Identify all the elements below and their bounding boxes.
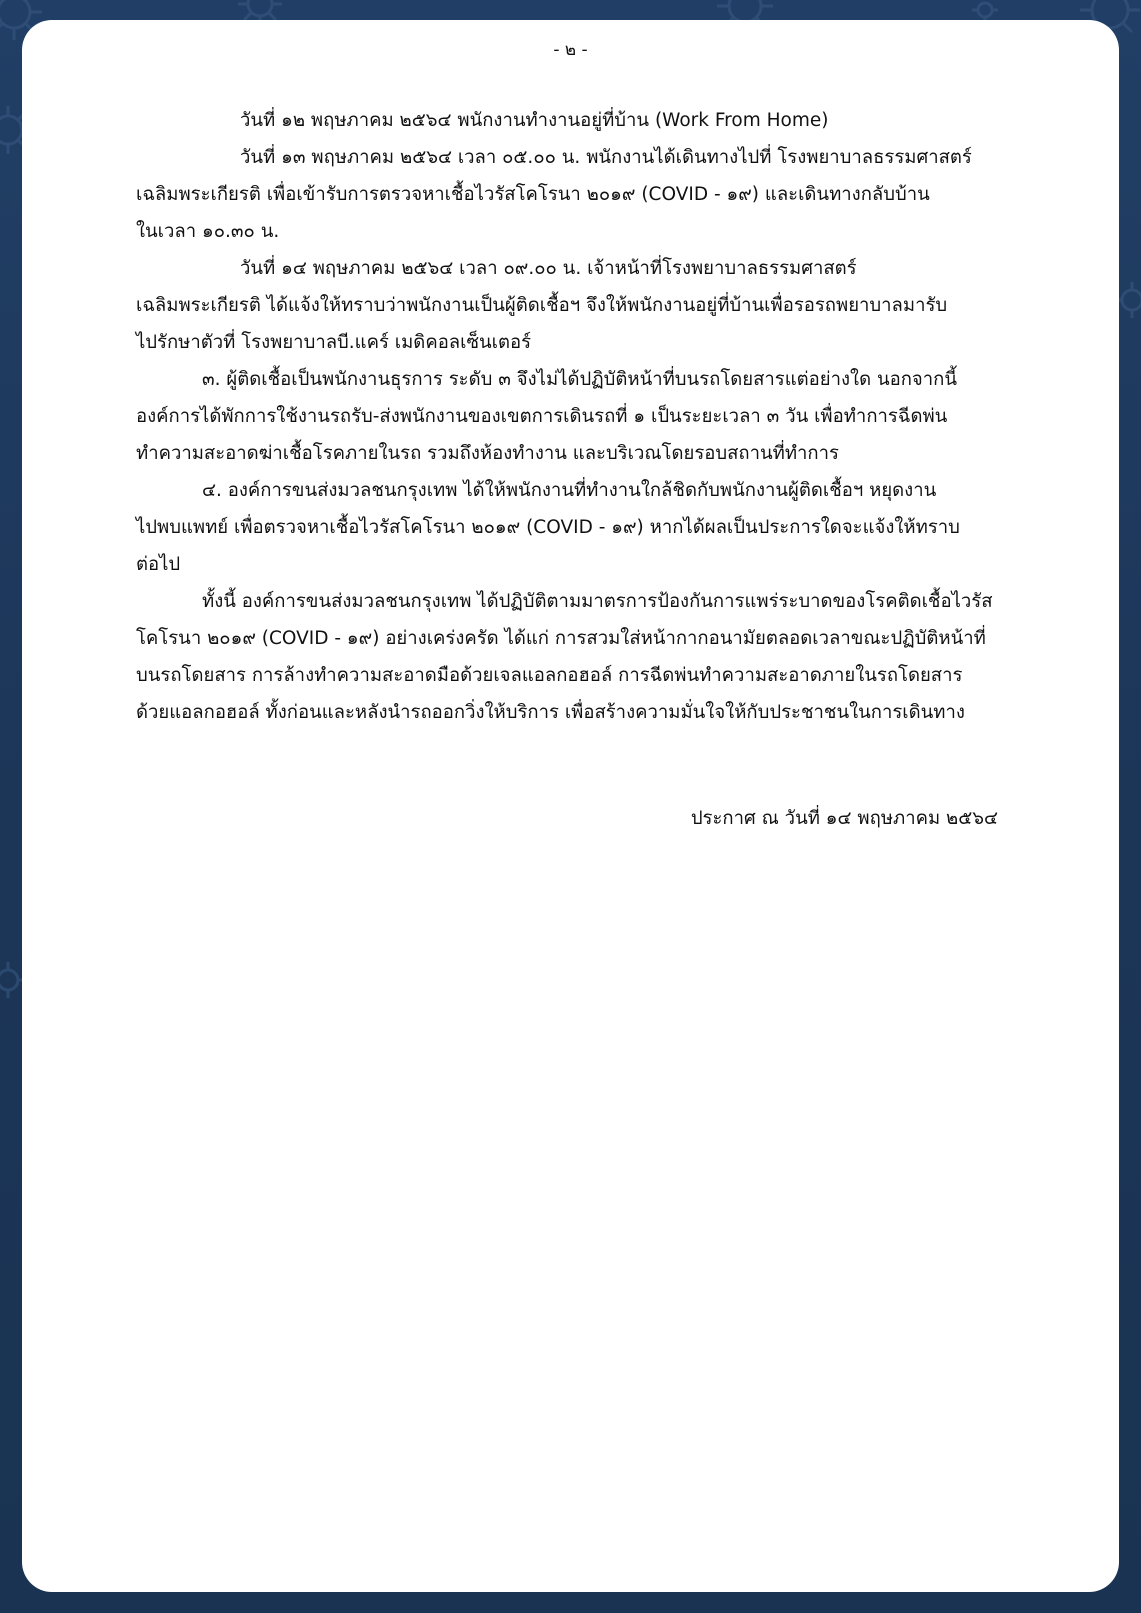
text-line: ไปรักษาตัวที่ โรงพยาบาลบี.แคร์ เมดิคอลเซ็นเตอร์ <box>136 332 532 353</box>
text-line: ต่อไป <box>136 554 181 575</box>
text-line: ทำความสะอาดฆ่าเชื้อโรคภายในรถ รวมถึงห้องทำงาน และบริเวณโดยรอบสถานที่ทำการ <box>136 443 839 464</box>
paragraph-item-4 <box>136 472 998 583</box>
text-line: วันที่ ๑๔ พฤษภาคม ๒๕๖๔ เวลา ๐๙.๐๐ น. เจ้าหน้าที่โรงพยาบาลธรรมศาสตร์ <box>240 258 857 279</box>
paragraph-item-3 <box>136 361 998 472</box>
text-line: ไปพบแพทย์ เพื่อตรวจหาเชื้อไวรัสโคโรนา ๒๐๑๙ (COVID - ๑๙) หากได้ผลเป็นประการใดจะแจ้งให้ทราบ <box>136 517 960 538</box>
text-line: วันที่ ๑๓ พฤษภาคม ๒๕๖๔ เวลา ๐๕.๐๐ น. พนักงานได้เดินทางไปที่ โรงพยาบาลธรรมศาสตร์ <box>240 147 972 168</box>
text-line: เฉลิมพระเกียรติ ได้แจ้งให้ทราบว่าพนักงานเป็นผู้ติดเชื้อฯ จึงให้พนักงานอยู่ที่บ้านเพื่อรอรถพยาบาลมารับ <box>136 295 948 316</box>
document-page <box>22 20 1119 1592</box>
text-line: เฉลิมพระเกียรติ เพื่อเข้ารับการตรวจหาเชื้อไวรัสโคโรนา ๒๐๑๙ (COVID - ๑๙) และเดินทางกลับบ้าน <box>136 184 930 205</box>
text-line: ทั้งนี้ องค์การขนส่งมวลชนกรุงเทพ ได้ปฏิบัติตามมาตรการป้องกันการแพร่ระบาดของโรคติดเชื้อไวรัส <box>202 591 993 612</box>
text-line: ในเวลา ๑๐.๓๐ น. <box>136 221 280 242</box>
text-line: วันที่ ๑๒ พฤษภาคม ๒๕๖๔ พนักงานทำงานอยู่ที่บ้าน (Work From Home) <box>240 110 829 131</box>
text-line: ๓. ผู้ติดเชื้อเป็นพนักงานธุรการ ระดับ ๓ จึงไม่ได้ปฏิบัติหน้าที่บนรถโดยสารแต่อย่างใด นอกจากนี้ <box>202 369 958 390</box>
text-line: ด้วยแอลกอฮอล์ ทั้งก่อนและหลังนำรถออกวิ่งให้บริการ เพื่อสร้างความมั่นใจให้กับประชาชนในการเดินทาง <box>136 702 965 723</box>
text-line: บนรถโดยสาร การล้างทำความสะอาดมือด้วยเจลแอลกอฮอล์ การฉีดพ่นทำความสะอาดภายในรถโดยสาร <box>136 665 963 686</box>
text-line: องค์การได้พักการใช้งานรถรับ-ส่งพนักงานของเขตการเดินรถที่ ๑ เป็นระยะเวลา ๓ วัน เพื่อทำการฉีดพ่น <box>136 406 948 427</box>
paragraph-may-13 <box>136 139 998 250</box>
paragraph-may-12 <box>136 102 998 139</box>
announcement-date: ประกาศ ณ วันที่ ๑๔ พฤษภาคม ๒๕๖๔ <box>690 808 998 829</box>
document-body <box>136 102 998 731</box>
text-line: โคโรนา ๒๐๑๙ (COVID - ๑๙) อย่างเคร่งครัด ได้แก่ การสวมใส่หน้ากากอนามัยตลอดเวลาขณะปฏิบัติหน้าที่ <box>136 628 986 649</box>
page-number: - ๒ - <box>553 40 588 60</box>
paragraph-closing <box>136 583 998 731</box>
text-line: ๔. องค์การขนส่งมวลชนกรุงเทพ ได้ให้พนักงานที่ทำงานใกล้ชิดกับพนักงานผู้ติดเชื้อฯ หยุดงาน <box>202 480 937 501</box>
paragraph-may-14 <box>136 250 998 361</box>
